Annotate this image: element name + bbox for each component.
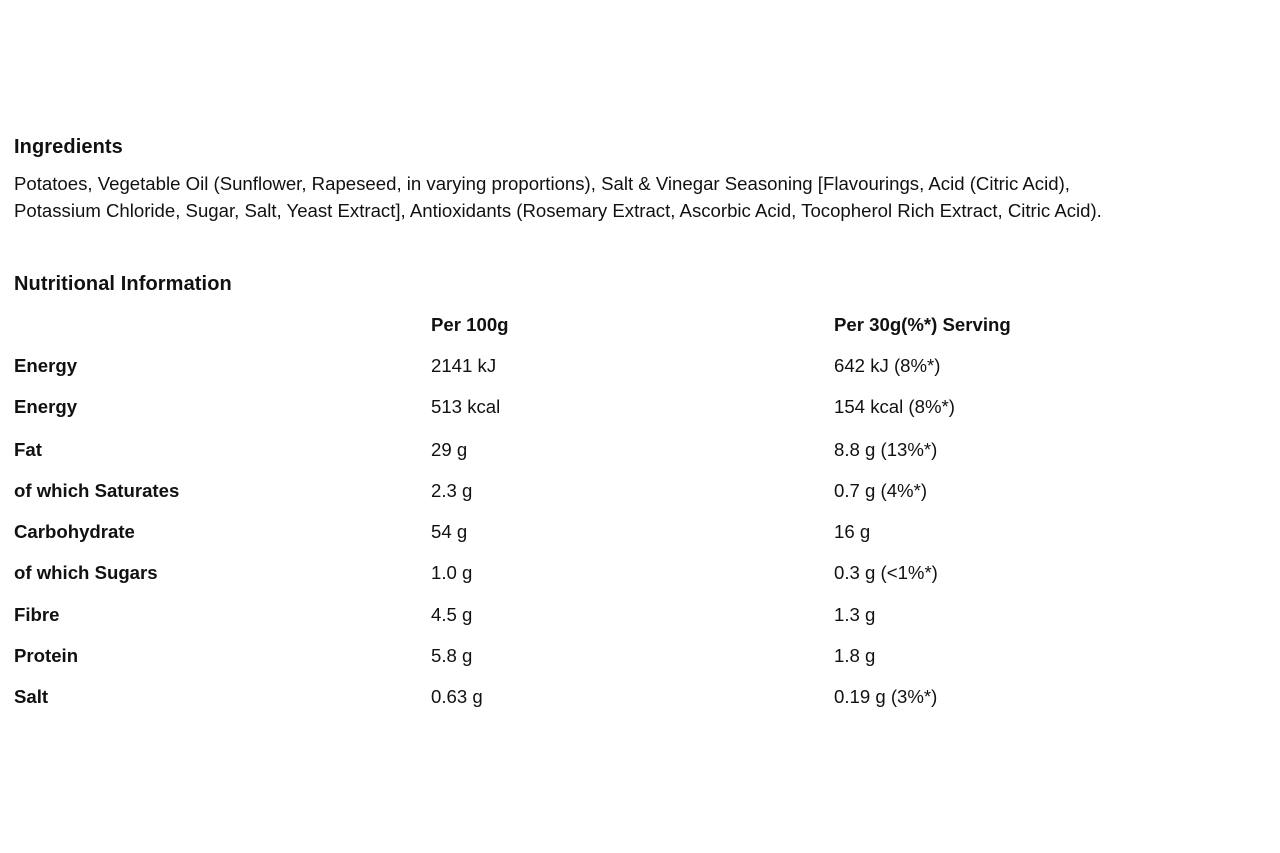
per-100g-value: 1.0 g bbox=[431, 562, 473, 583]
ingredients-text bbox=[14, 170, 1276, 224]
nutrient-name: Protein bbox=[14, 645, 79, 666]
table-row bbox=[14, 439, 1276, 467]
per-100g-value: 4.5 g bbox=[431, 604, 473, 625]
nutrition-heading: Nutritional Information bbox=[14, 273, 232, 295]
per-serving-value: 154 kcal (8%*) bbox=[834, 396, 955, 417]
nutrition-table-header bbox=[14, 314, 1276, 342]
table-row bbox=[14, 396, 1276, 424]
per-serving-value: 0.7 g (4%*) bbox=[834, 480, 928, 501]
table-row bbox=[14, 604, 1276, 632]
nutrient-name: Carbohydrate bbox=[14, 521, 135, 542]
per-serving-value: 8.8 g (13%*) bbox=[834, 439, 938, 460]
per-serving-value: 0.3 g (<1%*) bbox=[834, 562, 938, 583]
table-row bbox=[14, 562, 1276, 590]
table-row bbox=[14, 645, 1276, 673]
nutrient-name: of which Sugars bbox=[14, 562, 158, 583]
table-row bbox=[14, 521, 1276, 549]
column-header-per-100g: Per 100g bbox=[431, 314, 509, 335]
per-100g-value: 54 g bbox=[431, 521, 468, 542]
product-info-page bbox=[14, 0, 1276, 853]
nutrient-name: Fat bbox=[14, 439, 42, 460]
table-row bbox=[14, 686, 1276, 714]
per-serving-value: 0.19 g (3%*) bbox=[834, 686, 938, 707]
table-row bbox=[14, 355, 1276, 383]
per-serving-value: 1.3 g bbox=[834, 604, 876, 625]
column-header-per-serving: Per 30g(%*) Serving bbox=[834, 314, 1011, 335]
per-serving-value: 1.8 g bbox=[834, 645, 876, 666]
per-100g-value: 5.8 g bbox=[431, 645, 473, 666]
per-100g-value: 29 g bbox=[431, 439, 468, 460]
ingredients-heading: Ingredients bbox=[14, 136, 123, 158]
per-100g-value: 2141 kJ bbox=[431, 355, 497, 376]
table-row bbox=[14, 480, 1276, 508]
nutrient-name: Fibre bbox=[14, 604, 60, 625]
per-100g-value: 513 kcal bbox=[431, 396, 501, 417]
per-serving-value: 16 g bbox=[834, 521, 871, 542]
nutrient-name: Energy bbox=[14, 396, 78, 417]
ingredients-line: Potassium Chloride, Sugar, Salt, Yeast Extract], Antioxidants (Rosemary Extract, Ascorbic Acid, Tocopherol Rich Extract, Citric Acid). bbox=[14, 200, 1102, 221]
ingredients-line: Potatoes, Vegetable Oil (Sunflower, Rapeseed, in varying proportions), Salt & Vinegar Seasoning [Flavourings, Acid (Citric Acid), bbox=[14, 173, 1070, 194]
nutrient-name: of which Saturates bbox=[14, 480, 180, 501]
per-serving-value: 642 kJ (8%*) bbox=[834, 355, 941, 376]
per-100g-value: 2.3 g bbox=[431, 480, 473, 501]
per-100g-value: 0.63 g bbox=[431, 686, 483, 707]
nutrient-name: Salt bbox=[14, 686, 49, 707]
nutrient-name: Energy bbox=[14, 355, 78, 376]
